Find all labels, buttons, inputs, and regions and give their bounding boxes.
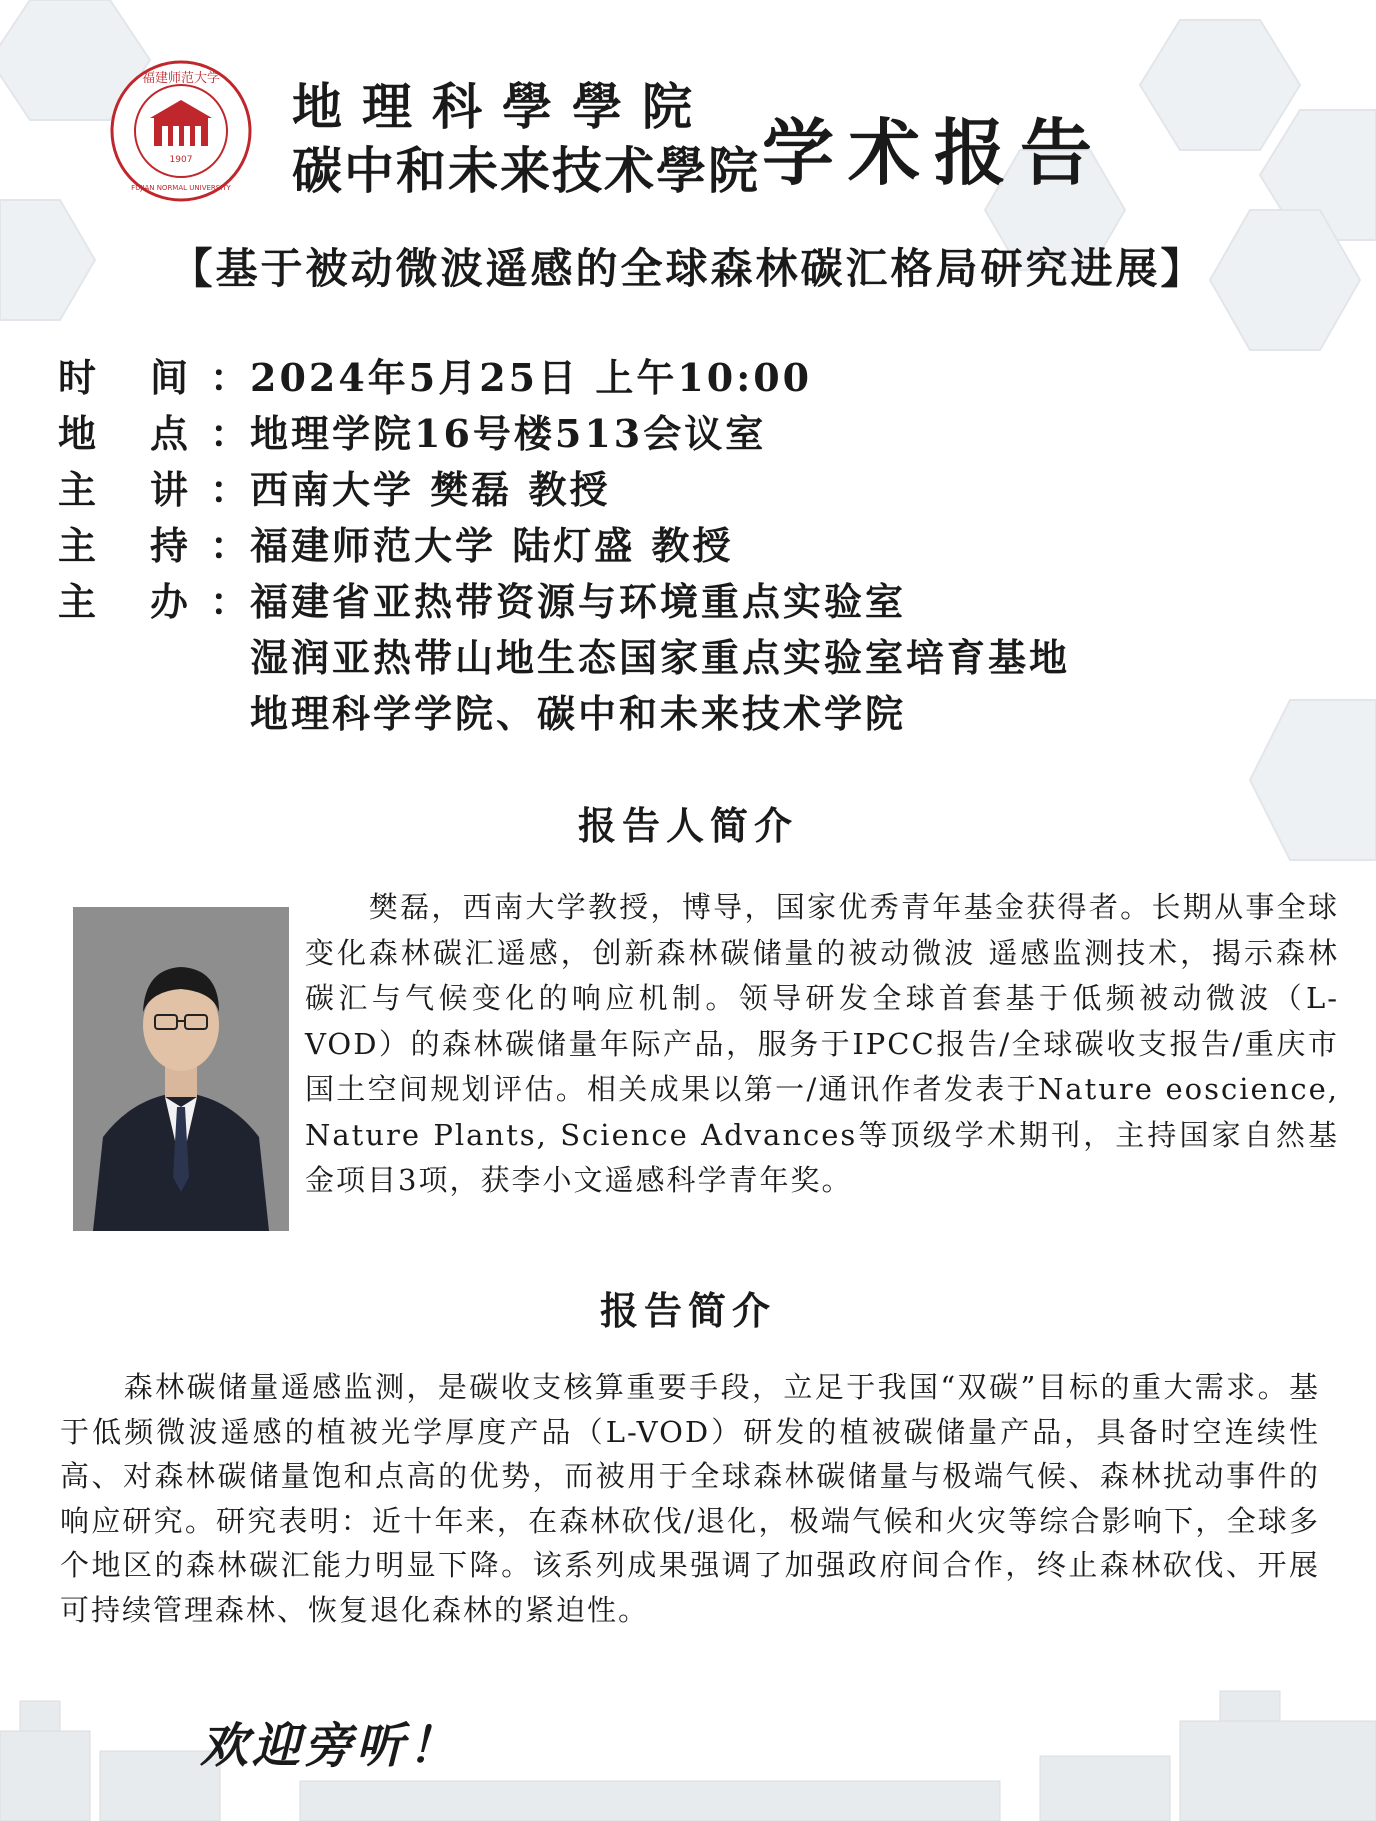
info-value-time: 2024年5月25日 上午10:00 [250,355,813,400]
info-colon: ： [210,411,249,456]
info-key-b: 讲 [150,467,189,512]
institution-line-1: 地理科學學院 [292,77,712,136]
info-key-a: 主 [58,523,97,568]
info-row-time [58,350,1298,406]
info-row-speaker [58,462,1298,518]
report-topic: 【基于被动微波遥感的全球森林碳汇格局研究进展】 [170,244,1206,293]
logo-name-cn: 福建师范大学 [141,71,221,86]
info-row-organizer [58,574,1298,630]
logo-name-en: FUJIAN NORMAL UNIVERSITY [131,184,231,192]
report-type-title: 学术报告 [762,110,1107,195]
logo-year: 1907 [169,155,193,165]
info-value-organizer-3: 地理科学学院、碳中和未来技术学院 [250,691,907,736]
info-key-b: 间 [150,355,189,400]
info-row-host [58,518,1298,574]
info-key-a: 主 [58,579,97,624]
info-value-location: 地理学院16号楼513会议室 [250,411,767,456]
info-value-organizer-2: 湿润亚热带山地生态国家重点实验室培育基地 [250,635,1071,680]
info-row-organizer-cont [58,630,1298,686]
report-section-title: 报告简介 [599,1288,776,1333]
info-key-a: 时 [58,355,97,400]
info-key-a: 主 [58,467,97,512]
info-key-a: 地 [58,411,97,456]
info-value-organizer: 福建省亚热带资源与环境重点实验室 [250,579,907,624]
info-value-host: 福建师范大学 陆灯盛 教授 [250,523,734,568]
info-colon: ： [210,579,249,624]
info-colon: ： [210,523,249,568]
info-key-b: 持 [150,523,189,568]
welcome-text: 欢迎旁听！ [200,1718,461,1774]
speaker-bio-text: 樊磊，西南大学教授，博导，国家优秀青年基金获得者。长期从事全球变化森林碳汇遥感，创新森林碳储量的被动微波 遥感监测技术，揭示森林碳汇与气候变化的响应机制。领导研发全球首套基于低频被动微波（L-VOD）的森林碳储量年际产品，服务于IPCC报告/全球碳收支报告/重庆市国土空间规划评估。相关成果以第一/通讯作者发表于Nature eoscience, Nature Plants, Science Advances等顶级学术期刊，主持国家自然基金项目3项，获李小文遥感科学青年奖。 [305,890,1339,1197]
info-colon: ： [210,467,249,512]
event-info [58,350,1298,742]
speaker-photo [73,907,289,1231]
speaker-bio [305,885,1339,1204]
info-colon: ： [210,355,249,400]
institution-names [292,75,760,203]
report-abstract [60,1365,1320,1632]
info-key-b: 办 [150,579,189,624]
info-key-b: 点 [150,411,189,456]
report-abstract-text: 森林碳储量遥感监测，是碳收支核算重要手段，立足于我国“双碳”目标的重大需求。基于低频微波遥感的植被光学厚度产品（L-VOD）研发的植被碳储量产品，具备时空连续性高、对森林碳储量饱和点高的优势，而被用于全球森林碳储量与极端气候、森林扰动事件的响应研究。研究表明：近十年来，在森林砍伐/退化，极端气候和火灾等综合影响下，全球多个地区的森林碳汇能力明显下降。该系列成果强调了加强政府间合作，终止森林砍伐、开展可持续管理森林、恢复退化森林的紧迫性。 [60,1370,1320,1627]
info-row-location [58,406,1298,462]
university-logo [110,60,252,202]
info-row-organizer-cont [58,686,1298,742]
info-value-speaker: 西南大学 樊磊 教授 [250,467,611,512]
institution-line-2: 碳中和未来技术學院 [292,141,760,200]
speaker-section-title: 报告人简介 [577,803,798,848]
